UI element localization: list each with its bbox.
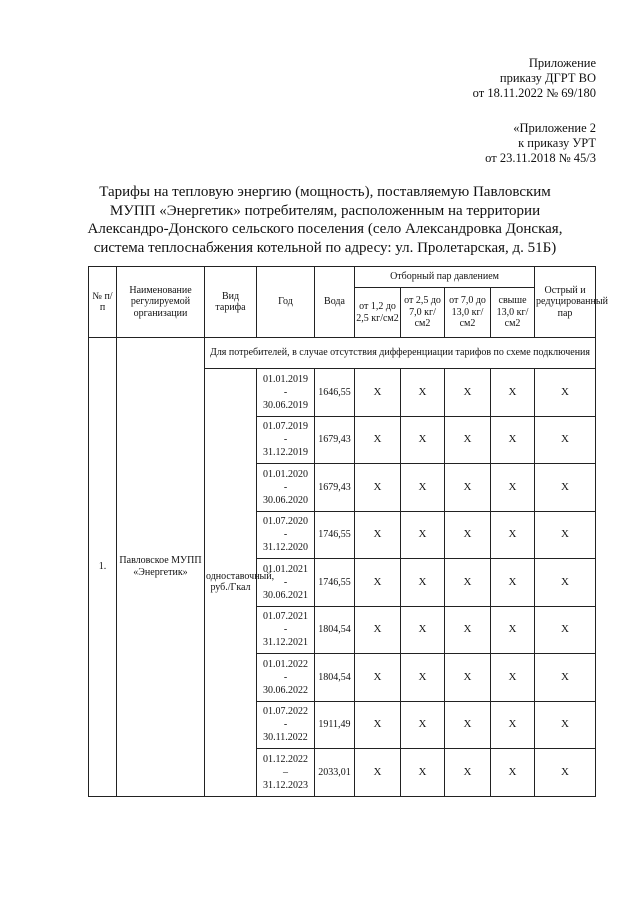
appendix-line: «Приложение 2: [513, 121, 596, 135]
steam2-value: X: [401, 511, 445, 559]
header-num: № п/п: [89, 267, 117, 338]
steam1-value: X: [355, 369, 401, 417]
period-cell: [257, 749, 315, 797]
steam4-value: X: [491, 749, 535, 797]
steam4-value: X: [491, 511, 535, 559]
period-separator: –: [283, 766, 288, 778]
steam2-value: X: [401, 701, 445, 749]
period-end: 31.12.2021: [263, 637, 308, 649]
steam1-value: X: [355, 559, 401, 607]
period-end: 30.06.2020: [263, 494, 308, 506]
steam4-value: X: [491, 464, 535, 512]
steam4-value: X: [491, 701, 535, 749]
sharp-value: X: [535, 369, 596, 417]
header-steam-group: Отборный пар давлением: [355, 267, 535, 288]
period-separator: -: [283, 434, 288, 446]
steam4-value: X: [491, 654, 535, 702]
header-steam-4: свыше 13,0 кг/см2: [491, 288, 535, 338]
appendix-line: к приказу УРТ: [518, 136, 596, 150]
period-cell: [257, 606, 315, 654]
period-separator: -: [283, 481, 288, 493]
header-steam-2: от 2,5 до 7,0 кг/см2: [401, 288, 445, 338]
period-cell: [257, 511, 315, 559]
header-org: Наименование регулируемой организации: [117, 267, 205, 338]
steam3-value: X: [445, 749, 491, 797]
sharp-value: X: [535, 749, 596, 797]
approval-header: [473, 56, 596, 101]
header-tariff-type: Вид тарифа: [205, 267, 257, 338]
period-start: 01.07.2020: [263, 516, 308, 528]
steam4-value: X: [491, 416, 535, 464]
period-separator: -: [283, 386, 288, 398]
period-end: 30.11.2022: [263, 732, 308, 744]
appendix-header: [485, 121, 596, 166]
sharp-value: X: [535, 701, 596, 749]
water-price: 2033,01: [315, 749, 355, 797]
sharp-value: X: [535, 416, 596, 464]
steam1-value: X: [355, 606, 401, 654]
steam1-value: X: [355, 701, 401, 749]
header-year: Год: [257, 267, 315, 338]
period-start: 01.01.2022: [263, 658, 308, 670]
steam1-value: X: [355, 654, 401, 702]
title-line: Тарифы на тепловую энергию (мощность), поставляемую Павловским: [99, 184, 551, 200]
steam2-value: X: [401, 654, 445, 702]
period-cell: [257, 701, 315, 749]
period-cell: [257, 369, 315, 417]
water-price: 1911,49: [315, 701, 355, 749]
period-separator: -: [283, 671, 288, 683]
appendix-line: от 23.11.2018 № 45/3: [485, 151, 596, 165]
period-start: 01.07.2022: [263, 706, 308, 718]
sharp-value: X: [535, 464, 596, 512]
organization-name: Павловское МУПП «Энергетик»: [117, 338, 205, 797]
period-cell: [257, 654, 315, 702]
period-start: 01.01.2019: [263, 373, 308, 385]
steam2-value: X: [401, 749, 445, 797]
steam4-value: X: [491, 559, 535, 607]
header-water: Вода: [315, 267, 355, 338]
steam2-value: X: [401, 369, 445, 417]
steam4-value: X: [491, 369, 535, 417]
water-price: 1646,55: [315, 369, 355, 417]
steam2-value: X: [401, 464, 445, 512]
water-price: 1804,54: [315, 606, 355, 654]
water-price: 1746,55: [315, 511, 355, 559]
steam1-value: X: [355, 511, 401, 559]
steam3-value: X: [445, 464, 491, 512]
period-start: 01.07.2021: [263, 611, 308, 623]
period-separator: -: [283, 624, 288, 636]
consumer-subheader: Для потребителей, в случае отсутствия дифференциации тарифов по схеме подключения: [205, 338, 596, 369]
steam3-value: X: [445, 559, 491, 607]
steam3-value: X: [445, 369, 491, 417]
steam1-value: X: [355, 416, 401, 464]
period-separator: -: [283, 576, 288, 588]
period-cell: [257, 464, 315, 512]
period-end: 30.06.2021: [263, 589, 308, 601]
water-price: 1746,55: [315, 559, 355, 607]
steam4-value: X: [491, 606, 535, 654]
period-cell: [257, 559, 315, 607]
period-end: 30.06.2019: [263, 399, 308, 411]
period-end: 31.12.2020: [263, 542, 308, 554]
steam3-value: X: [445, 511, 491, 559]
approval-line: Приложение: [528, 56, 596, 70]
period-start: 01.12.2022: [263, 753, 308, 765]
title-line: Александро-Донского сельского поселения (село Александровка Донская,: [87, 221, 563, 237]
steam3-value: X: [445, 654, 491, 702]
header-steam-3: от 7,0 до 13,0 кг/см2: [445, 288, 491, 338]
steam2-value: X: [401, 416, 445, 464]
period-separator: -: [283, 719, 288, 731]
header-sharp-steam: Острый и редуцированный пар: [535, 267, 596, 338]
document-title: [60, 183, 590, 257]
tariff-type: одноставочный, руб./Гкал: [205, 369, 257, 797]
steam3-value: X: [445, 416, 491, 464]
row-number: 1.: [89, 338, 117, 797]
steam3-value: X: [445, 701, 491, 749]
period-end: 31.12.2023: [263, 779, 308, 791]
title-line: система теплоснабжения котельной по адресу: ул. Пролетарская, д. 51Б): [93, 239, 557, 256]
steam2-value: X: [401, 606, 445, 654]
period-end: 30.06.2022: [263, 684, 308, 696]
period-cell: [257, 416, 315, 464]
period-separator: -: [283, 529, 288, 541]
period-start: 01.01.2020: [263, 468, 308, 480]
water-price: 1804,54: [315, 654, 355, 702]
tariff-table: [88, 266, 608, 797]
sharp-value: X: [535, 654, 596, 702]
period-end: 31.12.2019: [263, 447, 308, 459]
sharp-value: X: [535, 559, 596, 607]
sharp-value: X: [535, 606, 596, 654]
steam1-value: X: [355, 464, 401, 512]
approval-line: от 18.11.2022 № 69/180: [472, 86, 596, 100]
period-start: 01.01.2021: [263, 563, 308, 575]
title-line: МУПП «Энергетик» потребителям, расположенным на территории: [109, 202, 541, 219]
sharp-value: X: [535, 511, 596, 559]
water-price: 1679,43: [315, 416, 355, 464]
period-start: 01.07.2019: [263, 421, 308, 433]
steam2-value: X: [401, 559, 445, 607]
water-price: 1679,43: [315, 464, 355, 512]
steam1-value: X: [355, 749, 401, 797]
header-steam-1: от 1,2 до 2,5 кг/см2: [355, 288, 401, 338]
approval-line: приказу ДГРТ ВО: [499, 71, 596, 85]
steam3-value: X: [445, 606, 491, 654]
